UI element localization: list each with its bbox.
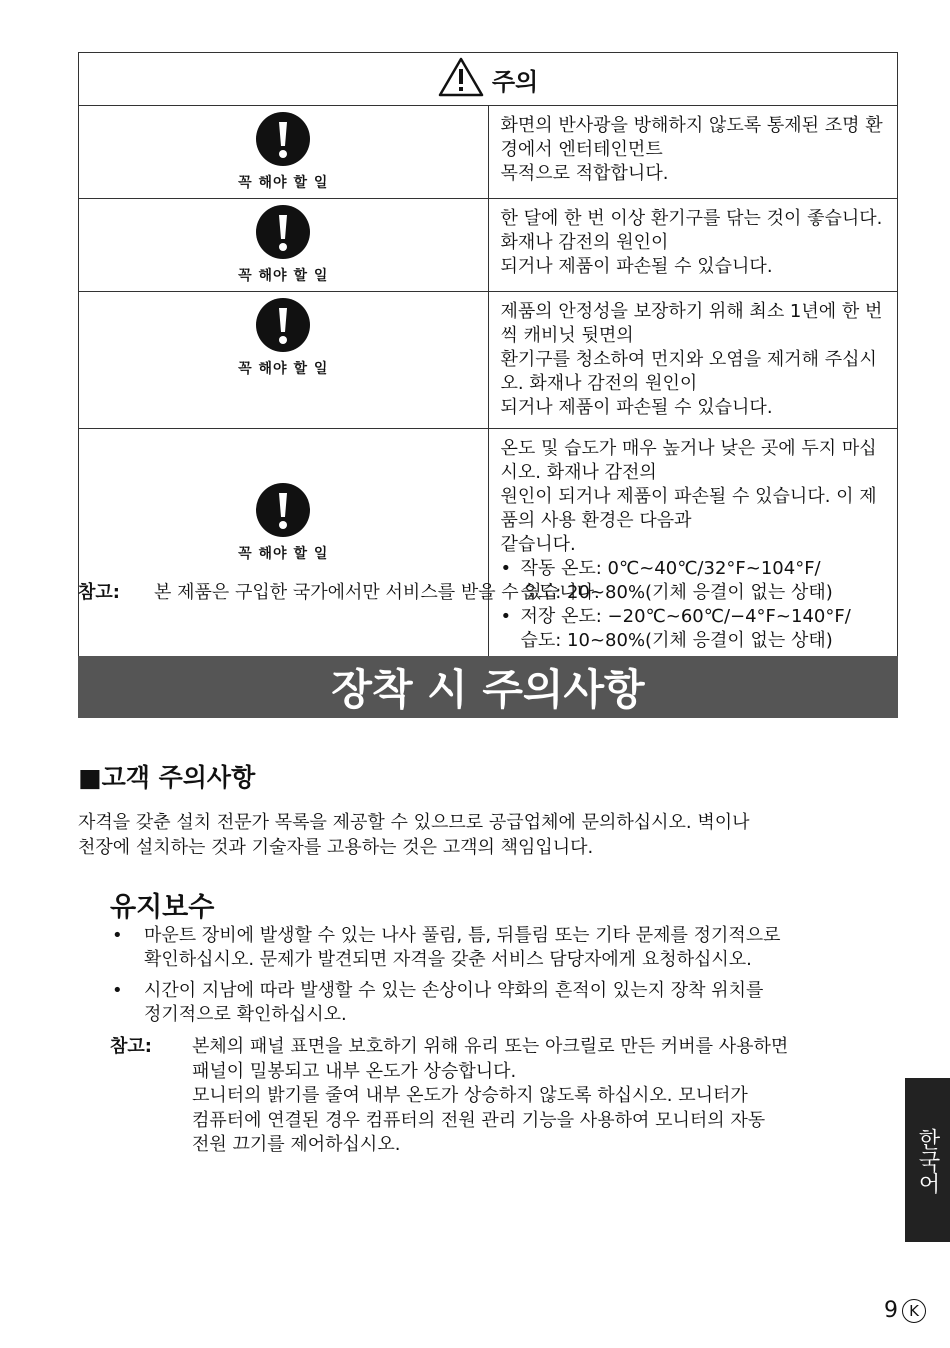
must-do-cell [79,292,489,429]
text-line: 시간이 지남에 따라 발생할 수 있는 손상이나 약화의 흔적이 있는지 장착 위치를 [144,980,764,1001]
operating-temp: 작동 온도: 0℃~40℃/32°F~104°F/ [520,558,821,579]
exclamation-circle-icon [256,483,310,537]
exclamation-circle-icon [256,112,310,166]
text-line: 본체의 패널 표면을 보호하기 위해 유리 또는 아크릴로 만든 커버를 사용하면 [192,1036,789,1057]
text-line: 되거나 제품이 파손될 수 있습니다. [500,397,773,418]
text-line: 마운트 장비에 발생할 수 있는 나사 풀림, 틈, 뒤틀림 또는 기타 문제를 정기적으로 [144,925,781,946]
text-line: 천장에 설치하는 것과 기술자를 고용하는 것은 고객의 책임입니다. [78,837,594,858]
note-text [192,1035,788,1158]
maintenance-heading: 유지보수 [110,892,215,923]
must-do-label: 꼭 해야 할 일 [238,175,329,191]
caution-row [79,199,898,292]
customer-heading: ■고객 주의사항 [78,763,256,792]
must-do-cell [79,429,489,662]
text-line: 환기구를 청소하여 먼지와 오염을 제거해 주십시오. 화재나 감전의 원인이 [500,349,877,394]
text-line: 패널이 밀봉되고 내부 온도가 상승합니다. [192,1060,517,1082]
text-line: 정기적으로 확인하십시오. [144,1004,347,1025]
text-line: 한 달에 한 번 이상 환기구를 닦는 것이 좋습니다. 화재나 감전의 원인이 [500,208,883,253]
caution-row [79,292,898,429]
customer-paragraph [78,810,898,860]
list-item: • 시간이 지남에 따라 발생할 수 있는 손상이나 약화의 흔적이 있는지 장착 위치를 정기적으로 확인하십시오. [112,980,764,1025]
text-line: 확인하십시오. 문제가 발견되면 자격을 갖춘 서비스 담당자에게 요청하십시오. [144,949,752,970]
list-item: • 작동 온도: 0℃~40℃/32°F~104°F/ 습도: 20~80%(기체 응결이 없는 상태) [500,558,833,603]
caution-table [78,52,898,662]
caution-header [79,53,898,106]
caution-text [488,292,898,429]
text-line: 온도 및 습도가 매우 높거나 낮은 곳에 두지 마십시오. 화재나 감전의 [500,438,877,483]
environment-list [501,557,886,653]
caution-text [488,106,898,199]
operating-humidity: 습도: 20~80%(기체 응결이 없는 상태) [520,582,833,603]
text-line: 화면의 반사광을 방해하지 않도록 통제된 조명 환경에서 엔터테인먼트 [500,115,883,160]
text-line: 목적으로 적합합니다. [500,163,669,184]
must-do-cell [79,199,489,292]
caution-row [79,429,898,662]
text-line: 전원 끄기를 제어하십시오. [192,1134,401,1155]
language-label: 한국어 [915,1128,940,1194]
must-do-label: 꼭 해야 할 일 [238,361,329,377]
text-line: 되거나 제품이 파손될 수 있습니다. [500,256,773,277]
note-label: 참고: [110,1036,152,1057]
warning-triangle-icon [438,57,484,101]
caution-text [488,199,898,292]
text-line: 컴퓨터에 연결된 경우 컴퓨터의 전원 관리 기능을 사용하여 모니터의 자동 [192,1109,766,1131]
exclamation-circle-icon [256,205,310,259]
storage-temp: 저장 온도: −20℃~60℃/−4°F~140°F/ [520,606,851,627]
text-line: 같습니다. [500,534,576,555]
exclamation-circle-icon [256,298,310,352]
maintenance-list [110,924,900,1034]
language-code-badge: K [902,1299,926,1323]
note-service [78,578,600,604]
list-item: • 저장 온도: −20℃~60℃/−4°F~140°F/ 습도: 10~80%(기체 응결이 없는 상태) [500,606,851,651]
list-item: • 마운트 장비에 발생할 수 있는 나사 풀림, 틈, 뒤틀림 또는 기타 문제를 정기적으로 확인하십시오. 문제가 발견되면 자격을 갖춘 서비스 담당자에게 요청하십시오. [112,925,781,970]
text-line: 자격을 갖춘 설치 전문가 목록을 제공할 수 있으므로 공급업체에 문의하십시오. 벽이나 [78,812,750,833]
language-tab [905,1078,950,1242]
caution-row [79,106,898,199]
storage-humidity: 습도: 10~80%(기체 응결이 없는 상태) [520,630,833,651]
must-do-label: 꼭 해야 할 일 [238,268,329,284]
text-line: 원인이 되거나 제품이 파손될 수 있습니다. 이 제품의 사용 환경은 다음과 [500,486,877,531]
section-banner: 장착 시 주의사항 [78,656,898,718]
note-cover [110,1035,900,1158]
note-text: 본 제품은 구입한 국가에서만 서비스를 받을 수 있습니다. [154,582,600,603]
note-label: 참고: [78,582,120,603]
must-do-cell [79,106,489,199]
must-do-label: 꼭 해야 할 일 [238,545,329,562]
text-line: 모니터의 밝기를 줄여 내부 온도가 상승하지 않도록 하십시오. 모니터가 [192,1085,748,1106]
text-line: 제품의 안정성을 보장하기 위해 최소 1년에 한 번씩 캐비닛 뒷면의 [500,301,883,346]
caution-title: 주의 [491,67,539,96]
page-number [884,1298,926,1323]
page-number-text: 9 [884,1298,898,1323]
caution-text [488,429,898,662]
